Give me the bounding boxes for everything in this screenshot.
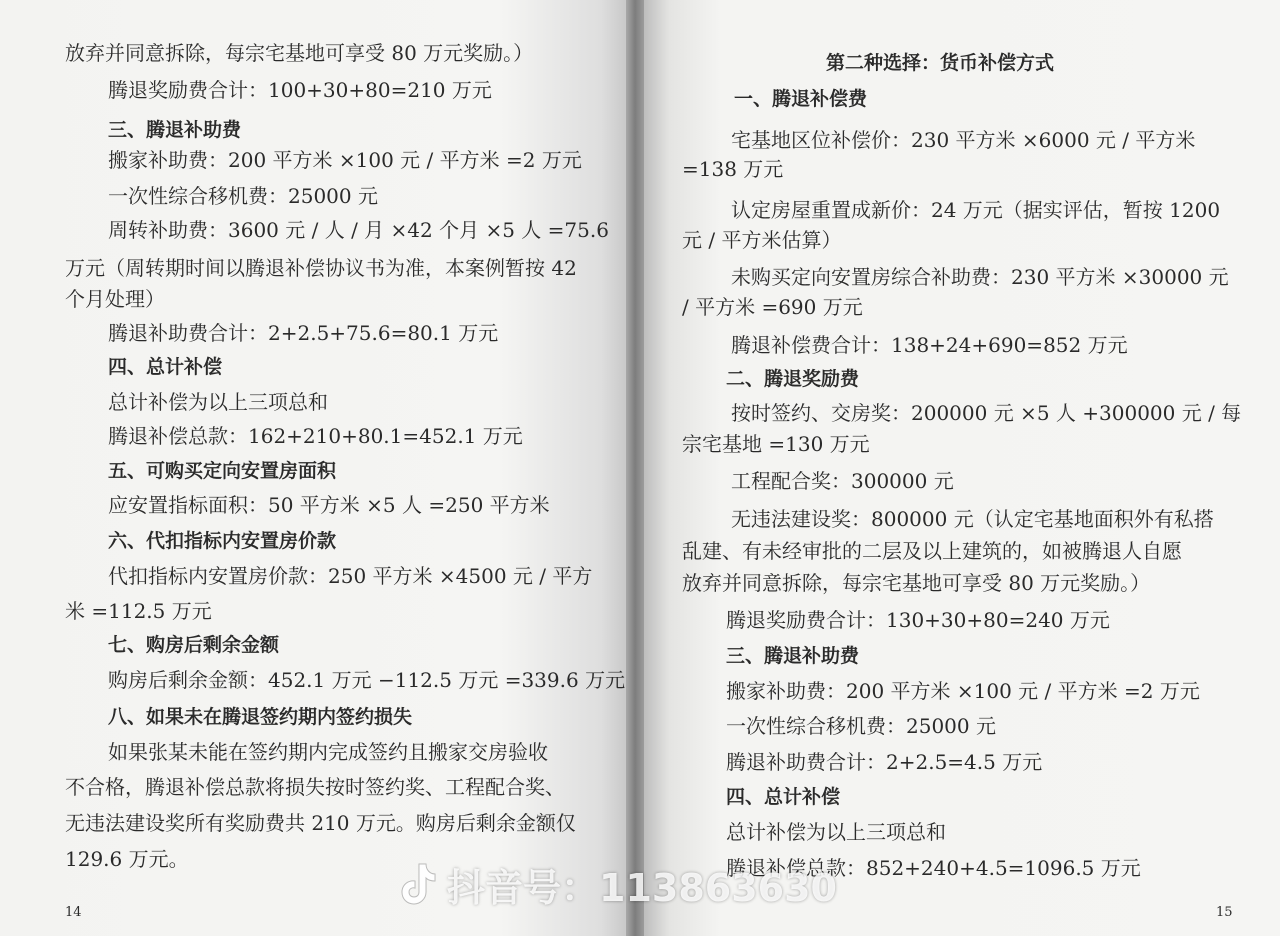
text-line: 无违法建设奖：800000 元（认定宅基地面积外有私搭	[731, 507, 1214, 531]
book-gutter	[626, 0, 644, 936]
text-line: 一次性综合移机费：25000 元	[726, 714, 996, 738]
text-line: 个月处理）	[65, 287, 165, 311]
section-heading: 五、可购买定向安置房面积	[108, 460, 337, 482]
text-line: 放弃并同意拆除，每宗宅基地可享受 80 万元奖励。）	[65, 41, 534, 65]
text-line: 一次性综合移机费：25000 元	[108, 184, 378, 208]
section-heading: 七、购房后剩余金额	[108, 634, 280, 656]
text-line: 总计补偿为以上三项总和	[726, 820, 946, 844]
section-heading: 四、总计补偿	[726, 786, 841, 808]
section-heading: 一、腾退补偿费	[734, 88, 868, 110]
section-heading: 八、如果未在腾退签约期内签约损失	[108, 706, 413, 728]
text-line: 乱建、有未经审批的二层及以上建筑的，如被腾退人自愿	[682, 539, 1182, 563]
watermark-text: 抖音号：113863630	[447, 865, 837, 910]
text-line: 搬家补助费：200 平方米 ×100 元 / 平方米 =2 万元	[108, 148, 582, 172]
text-line: 购房后剩余金额：452.1 万元 −112.5 万元 =339.6 万元	[108, 668, 626, 692]
section-heading: 二、腾退奖励费	[726, 368, 860, 390]
text-line: 腾退补偿总款：162+210+80.1=452.1 万元	[108, 424, 523, 448]
text-line: 不合格，腾退补偿总款将损失按时签约奖、工程配合奖、	[65, 775, 565, 799]
text-line: 腾退补助费合计：2+2.5+75.6=80.1 万元	[108, 321, 499, 345]
text-line: 无违法建设奖所有奖励费共 210 万元。购房后剩余金额仅	[65, 811, 576, 835]
text-line: 放弃并同意拆除，每宗宅基地可享受 80 万元奖励。）	[682, 571, 1151, 595]
text-line: 米 =112.5 万元	[65, 599, 212, 623]
text-line: 周转补助费：3600 元 / 人 / 月 ×42 个月 ×5 人 =75.6	[108, 218, 609, 242]
section-heading: 四、总计补偿	[108, 356, 223, 378]
text-line: 宗宅基地 =130 万元	[682, 432, 870, 456]
text-line: 宅基地区位补偿价：230 平方米 ×6000 元 / 平方米	[731, 128, 1196, 152]
text-line: 应安置指标面积：50 平方米 ×5 人 =250 平方米	[108, 493, 550, 517]
left-page	[0, 0, 626, 936]
text-line: 认定房屋重置成新价：24 万元（据实评估，暂按 1200	[731, 198, 1221, 222]
text-line: / 平方米 =690 万元	[682, 295, 863, 319]
text-line: 腾退补助费合计：2+2.5=4.5 万元	[726, 750, 1043, 774]
watermark	[395, 856, 837, 912]
text-line: 腾退奖励费合计：130+30+80=240 万元	[726, 608, 1110, 632]
page-number: 14	[65, 905, 82, 920]
text-line: 按时签约、交房奖：200000 元 ×5 人 +300000 元 / 每	[731, 401, 1242, 425]
text-line: =138 万元	[682, 157, 784, 181]
page-number: 15	[1216, 905, 1233, 920]
section-heading: 第二种选择：货币补偿方式	[826, 52, 1055, 74]
text-line: 工程配合奖：300000 元	[731, 469, 954, 493]
text-line: 腾退补偿费合计：138+24+690=852 万元	[731, 333, 1128, 357]
text-line: 总计补偿为以上三项总和	[108, 390, 328, 414]
text-line: 腾退补偿总款：852+240+4.5=1096.5 万元	[726, 856, 1141, 880]
section-heading: 六、代扣指标内安置房价款	[108, 530, 337, 552]
text-line: 元 / 平方米估算）	[682, 228, 842, 252]
section-heading: 三、腾退补助费	[726, 645, 860, 667]
text-line: 搬家补助费：200 平方米 ×100 元 / 平方米 =2 万元	[726, 679, 1200, 703]
text-line: 129.6 万元。	[65, 847, 189, 871]
text-line: 如果张某未能在签约期内完成签约且搬家交房验收	[108, 740, 548, 764]
text-line: 腾退奖励费合计：100+30+80=210 万元	[108, 78, 492, 102]
right-page	[644, 0, 1280, 936]
text-line: 代扣指标内安置房价款：250 平方米 ×4500 元 / 平方	[108, 564, 593, 588]
section-heading: 三、腾退补助费	[108, 119, 242, 141]
douyin-logo-icon	[395, 860, 439, 908]
text-line: 万元（周转期时间以腾退补偿协议书为准，本案例暂按 42	[65, 256, 577, 280]
text-line: 未购买定向安置房综合补助费：230 平方米 ×30000 元	[731, 265, 1229, 289]
